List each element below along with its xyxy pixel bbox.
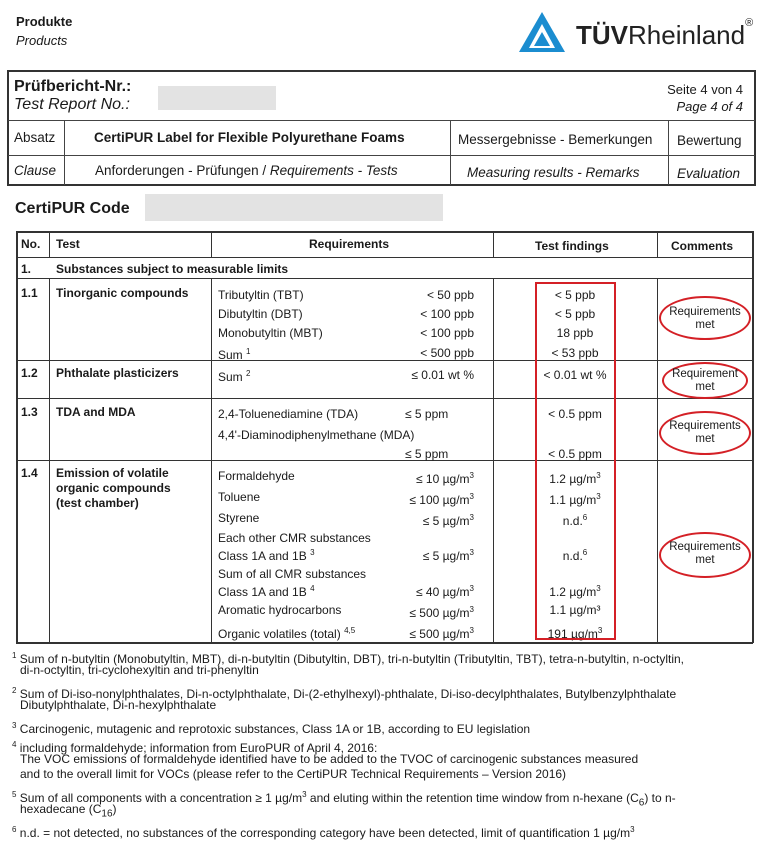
row-test: TDA and MDA (56, 405, 136, 419)
req-name: 4,4'-Diaminodiphenylmethane (MDA) (218, 428, 415, 442)
finding: < 5 ppb (554, 288, 596, 302)
finding-text: n.d. (562, 514, 583, 528)
finding-text: 1.2 µg/m (549, 585, 597, 599)
header-title-en: Products (16, 33, 68, 48)
col-requirements: Requirements (309, 237, 390, 251)
label-title: CertiPUR Label for Flexible Polyurethane Foams (94, 130, 405, 145)
comment-line: met (695, 433, 715, 445)
logo-text-rest: Rheinland (628, 20, 746, 50)
req-limit (376, 490, 474, 507)
req-limit-text: ≤ 5 µg/m (422, 514, 470, 528)
footnote-num: 4 (12, 740, 17, 749)
col-test: Test (56, 237, 80, 251)
req-name: Monobutyltin (MBT) (218, 326, 323, 340)
results-en: Measuring results - Remarks (467, 165, 640, 180)
footnote-text: Sum of all components with a concentration ≥ 1 µg/m (19, 791, 303, 805)
req-name: Formaldehyde (218, 469, 295, 483)
footnote-ref: 3 (310, 548, 315, 557)
req-name: 2,4-Toluenediamine (TDA) (218, 407, 359, 421)
unit-sup: 3 (596, 492, 601, 501)
footnote-text: n.d. = not detected, no substances of the corresponding category have been detected, limit of quantification 1 µg/m (19, 826, 631, 840)
req-name (218, 624, 355, 641)
row-no: 1.2 (21, 366, 38, 380)
table-border-left (16, 231, 18, 643)
unit-sup: 3 (469, 513, 474, 522)
findings-highlight (535, 282, 616, 640)
req-limit-text: ≤ 5 µg/m (422, 549, 470, 563)
eval-de: Bewertung (677, 133, 742, 148)
req-name-text: Sum (218, 348, 243, 362)
finding: 1.1 µg/m³ (549, 603, 601, 617)
comment (659, 420, 751, 446)
table-border-right (752, 231, 754, 643)
subscript: 6 (638, 797, 645, 809)
table-line (16, 278, 753, 279)
certipur-code-label: CertiPUR Code (15, 200, 130, 217)
footnote-text: including formaldehyde; information from EuroPUR of April 4, 2016: (19, 741, 378, 755)
section-title: Substances subject to measurable limits (56, 262, 289, 276)
tuv-logo (516, 8, 761, 58)
footnote-text: Carcinogenic, mutagenic and reprotoxic substances, Class 1A or 1B, according to EU legislation (19, 722, 531, 736)
table-border-top (16, 231, 753, 233)
comment (662, 368, 748, 394)
unit-sup: 3 (469, 492, 474, 501)
req-name: Styrene (218, 511, 260, 525)
col-test-findings: Test findings (535, 239, 609, 253)
req-limit (376, 511, 474, 528)
table-border-bottom (16, 642, 753, 644)
comment-line: met (695, 554, 715, 566)
footnote-6 (12, 822, 635, 841)
footnote-text: Sum of n-butyltin (Monobutyltin, MBT), di-n-butyltin (Dibutyltin, DBT), tri-n-butyltin (Tributyltin, TBT), tetra-n-butyltin, n-octyltin, (19, 652, 684, 666)
logo-text-bold: TÜV (576, 20, 628, 50)
unit-sup: 3 (596, 471, 601, 480)
row-no: 1.3 (21, 405, 38, 419)
tuv-triangle-icon (516, 8, 568, 54)
req-name-text: Sum (218, 370, 243, 384)
req-name (218, 546, 315, 563)
footnote-num: 1 (12, 651, 17, 660)
finding-text: 1.1 µg/m (549, 493, 597, 507)
footnote-text: ) (112, 802, 117, 816)
footnote-text: Sum of Di-iso-nonylphthalates, Di-n-octylphthalate, Di-(2-ethylhexyl)-phthalate, Di-iso-decylphthalates, Butylbenzylphthalate (19, 687, 677, 701)
unit-sup: 3 (469, 548, 474, 557)
finding-text: 1.2 µg/m (549, 472, 597, 486)
unit-sup: 3 (597, 626, 603, 635)
comment (659, 541, 751, 567)
row-test: (test chamber) (56, 496, 139, 510)
req-limit: ≤ 0.01 wt % (411, 368, 474, 382)
clause-de: Absatz (14, 130, 56, 145)
footnote-num: 2 (12, 686, 17, 695)
footnote-ref: 6 (582, 548, 588, 557)
comment-line: Requirements (669, 306, 741, 318)
divider (668, 121, 669, 185)
req-limit-text: ≤ 40 µg/m (416, 585, 470, 599)
req-limit-text: ≤ 100 µg/m (409, 493, 470, 507)
table-line (16, 257, 753, 258)
req-limit (376, 546, 474, 563)
req-name-text: Class 1A and 1B (218, 585, 307, 599)
unit-sup: 3 (469, 626, 474, 635)
col-no: No. (21, 237, 41, 251)
req-name: Aromatic hydrocarbons (218, 603, 342, 617)
table-vline (211, 279, 212, 643)
subscript: 16 (101, 808, 113, 820)
req-name-text: Organic volatiles (total) (218, 627, 341, 641)
unit-sup: 3 (596, 584, 601, 593)
row-test: Emission of volatile (56, 466, 169, 480)
finding: < 53 ppb (551, 346, 599, 360)
req-limit: ≤ 5 ppm (405, 447, 449, 461)
comment-line: met (695, 381, 715, 393)
col-comments: Comments (671, 239, 734, 253)
req-name: Tributyltin (TBT) (218, 288, 304, 302)
req-limit: < 100 ppb (420, 326, 474, 340)
logo-wordmark (576, 17, 754, 51)
footnote-text: ) to n- (644, 791, 676, 805)
table-vline (657, 231, 658, 258)
comment-line: Requirements (669, 541, 741, 553)
req-line (95, 163, 398, 178)
results-de: Messergebnisse - Bemerkungen (458, 132, 653, 147)
divider (64, 121, 65, 185)
footnote-ref: 6 (582, 513, 588, 522)
footnote-1-cont: di-n-octyltin, tri-cyclohexyltin and tri-phenyltin (20, 663, 259, 677)
eval-en: Evaluation (677, 166, 741, 181)
row-no: 1.1 (21, 286, 38, 300)
finding-text: n.d. (562, 549, 583, 563)
table-vline (49, 231, 50, 258)
redacted-report-no (158, 86, 276, 110)
comment-line: met (695, 319, 715, 331)
req-line-de: Anforderungen - Prüfungen / (95, 163, 270, 178)
req-name (218, 367, 250, 384)
req-limit (376, 469, 474, 486)
req-line-en: Requirements - Tests (269, 163, 398, 178)
footnote-ref: 2 (246, 369, 251, 378)
footnote-3 (12, 718, 530, 737)
footnote-4-cont: The VOC emissions of formaldehyde identified have to be added to the TVOC of carcinogenic substances measured (20, 752, 639, 766)
comment-line: Requirement (672, 368, 738, 380)
footnote-4-cont: and to the overall limit for VOCs (please refer to the CertiPUR Technical Requirements – Version 2016) (20, 767, 567, 781)
footnote-text: hexadecane (C (20, 802, 102, 816)
page-de: Seite 4 von 4 (667, 82, 743, 97)
finding: < 5 ppb (554, 307, 596, 321)
req-name-text: Class 1A and 1B (218, 549, 307, 563)
finding-text: 191 µg/m (547, 627, 598, 641)
table-line (16, 460, 753, 461)
req-limit: < 50 ppb (426, 288, 474, 302)
page-en: Page 4 of 4 (676, 99, 743, 114)
report-no-en: Test Report No.: (14, 96, 130, 113)
unit-sup: 3 (469, 584, 474, 593)
req-limit: < 500 ppb (420, 346, 474, 360)
header-title-de: Produkte (16, 14, 73, 29)
divider (450, 121, 451, 185)
table-vline (493, 231, 494, 258)
logo-reg: ® (745, 17, 754, 29)
footnote-2-cont: Dibutylphthalate, Di-n-hexylphthalate (20, 698, 217, 712)
finding: < 0.01 wt % (543, 368, 607, 382)
section-no: 1. (21, 262, 32, 276)
req-name: Dibutyltin (DBT) (218, 307, 303, 321)
row-no: 1.4 (21, 466, 38, 480)
redacted-code (145, 194, 443, 221)
comment-line: Requirements (669, 420, 741, 432)
table-vline (49, 279, 50, 643)
clause-en: Clause (14, 163, 57, 178)
req-limit-text: ≤ 500 µg/m (409, 627, 470, 641)
req-limit (376, 582, 474, 599)
unit-sup: 3 (630, 825, 635, 834)
row-test: organic compounds (56, 481, 171, 495)
req-limit: < 100 ppb (420, 307, 474, 321)
table-line (16, 360, 753, 361)
footnote-text: and eluting within the retention time window from n-hexane (C (306, 791, 639, 805)
req-limit (376, 624, 474, 641)
table-line (16, 398, 753, 399)
unit-sup: 3 (302, 790, 307, 799)
req-name (218, 345, 250, 362)
comment (659, 306, 751, 332)
req-limit-text: ≤ 10 µg/m (416, 472, 470, 486)
finding: < 0.5 ppm (548, 407, 602, 421)
unit-sup: 3 (469, 605, 474, 614)
req-limit-text: ≤ 500 µg/m (409, 606, 470, 620)
footnote-num: 3 (12, 721, 17, 730)
report-no-de: Prüfbericht-Nr.: (14, 78, 132, 95)
table-vline (493, 279, 494, 643)
finding: 18 ppb (556, 326, 594, 340)
req-limit: ≤ 5 ppm (405, 407, 449, 421)
table-vline (657, 279, 658, 643)
row-test: Tinorganic compounds (56, 286, 189, 300)
footnote-5-cont (20, 802, 117, 821)
row-test: Phthalate plasticizers (56, 366, 179, 380)
footnote-num: 6 (12, 825, 17, 834)
divider (8, 120, 755, 121)
footnote-ref: 4,5 (344, 626, 356, 635)
unit-sup: 3 (469, 471, 474, 480)
req-name: Sum of all CMR substances (218, 567, 367, 581)
req-limit (376, 603, 474, 620)
finding: < 0.5 ppm (548, 447, 602, 461)
footnote-ref: 1 (246, 347, 251, 356)
req-name: Each other CMR substances (218, 531, 371, 545)
table-vline (211, 231, 212, 258)
req-name: Toluene (218, 490, 261, 504)
req-name (218, 582, 315, 599)
footnote-ref: 4 (310, 584, 315, 593)
footnote-num: 5 (12, 790, 17, 799)
divider (8, 155, 755, 156)
